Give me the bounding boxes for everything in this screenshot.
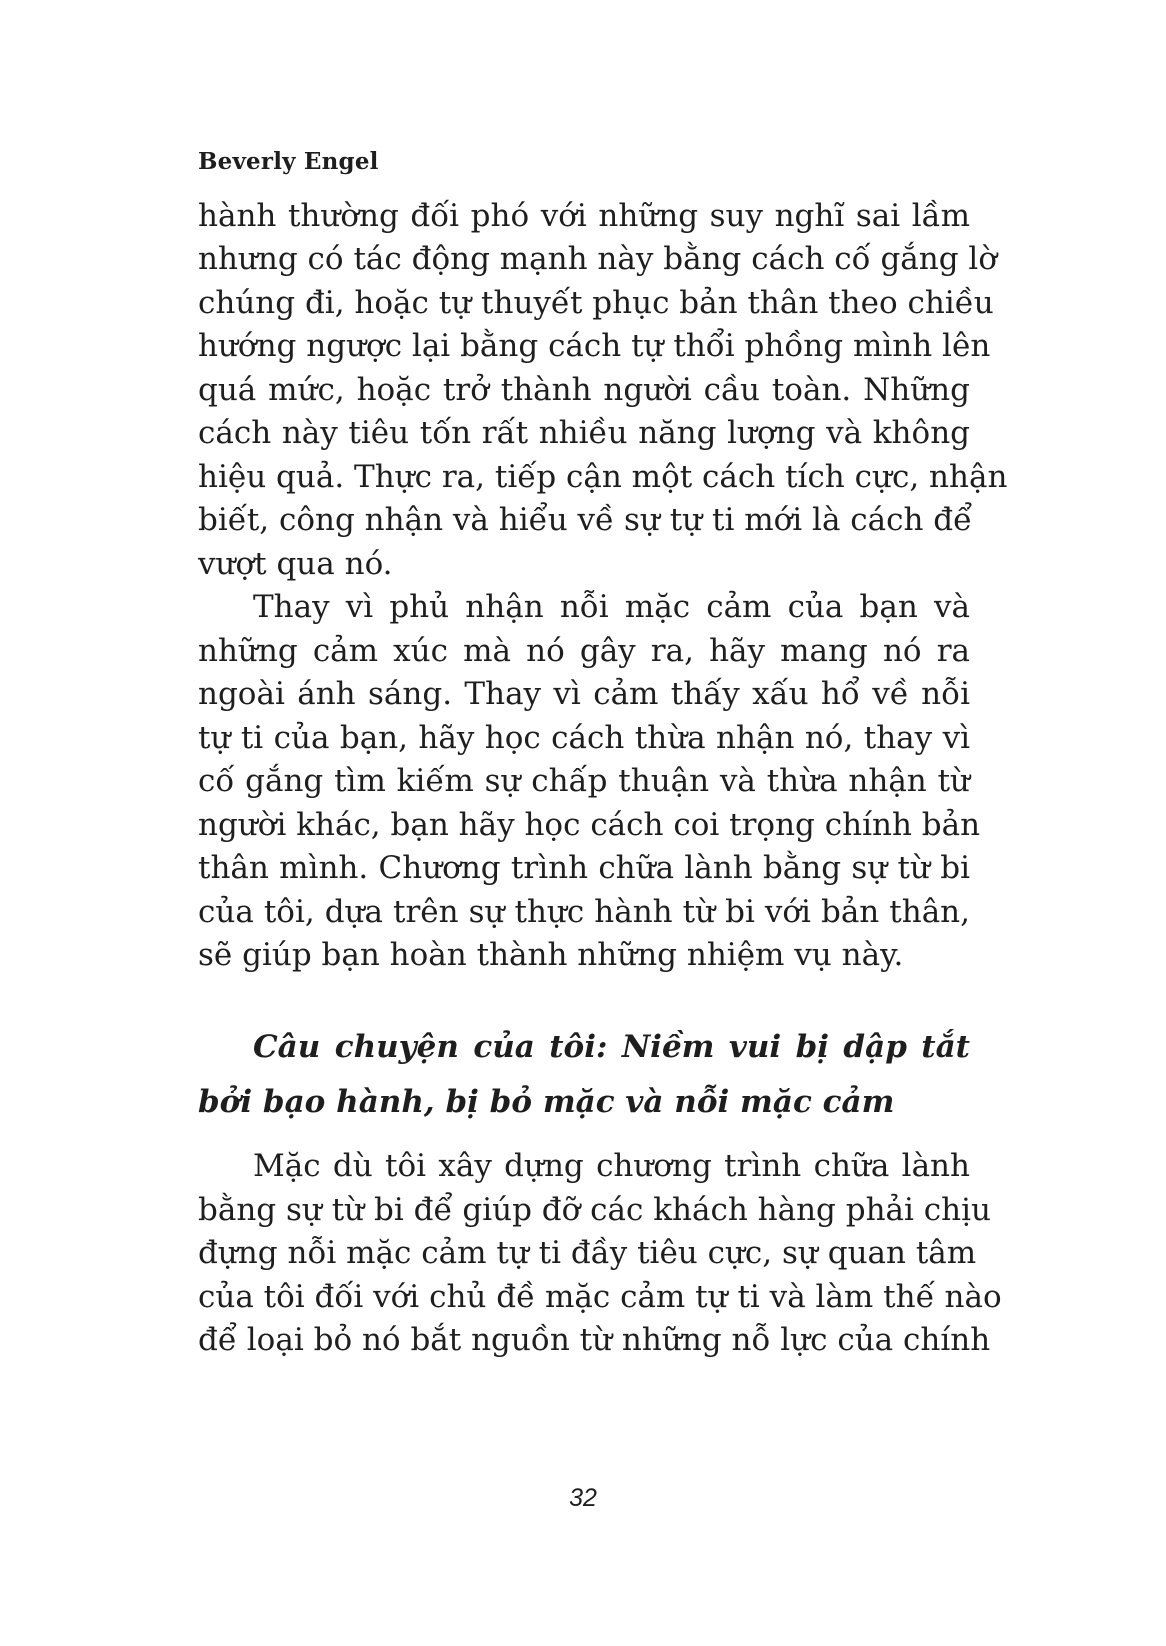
text-line: cách này tiêu tốn rất nhiều năng lượng và không [198, 415, 970, 451]
text-line: của tôi, dựa trên sự thực hành từ bi với bản thân, [198, 894, 970, 930]
text-line: hiệu quả. Thực ra, tiếp cận một cách tích cực, nhận [198, 459, 1008, 495]
text-line: của tôi đối với chủ đề mặc cảm tự ti và làm thế nào [198, 1279, 1002, 1315]
text-line: những cảm xúc mà nó gây ra, hãy mang nó ra [198, 633, 970, 669]
text-line: người khác, bạn hãy học cách coi trọng chính bản [198, 807, 981, 843]
text-line: sẽ giúp bạn hoàn thành những nhiệm vụ này. [198, 937, 904, 973]
text-line: đựng nỗi mặc cảm tự ti đầy tiêu cực, sự quan tâm [198, 1235, 977, 1271]
text-line: tự ti của bạn, hãy học cách thừa nhận nó, thay vì [198, 720, 970, 756]
text-line: biết, công nhận và hiểu về sự tự ti mới là cách để [198, 502, 973, 538]
text-line: vượt qua nó. [198, 546, 393, 582]
text-line: hành thường đối phó với những suy nghĩ sai lầm [198, 198, 970, 234]
text-line: bằng sự từ bi để giúp đỡ các khách hàng phải chịu [198, 1192, 992, 1228]
text-line: để loại bỏ nó bắt nguồn từ những nỗ lực của chính [198, 1322, 991, 1358]
text-line: cố gắng tìm kiếm sự chấp thuận và thừa nhận từ [198, 763, 970, 799]
text-line: quá mức, hoặc trở thành người cầu toàn. Những [198, 372, 970, 408]
running-header-author: Beverly Engel [198, 148, 379, 175]
text-line: hướng ngược lại bằng cách tự thổi phồng mình lên [198, 328, 991, 364]
text-line: ngoài ánh sáng. Thay vì cảm thấy xấu hổ về nỗi [198, 676, 970, 712]
text-line: nhưng có tác động mạnh này bằng cách cố gắng lờ [198, 241, 998, 277]
text-line: Thay vì phủ nhận nỗi mặc cảm của bạn và [253, 589, 970, 625]
heading-line: bởi bạo hành, bị bỏ mặc và nỗi mặc cảm [198, 1084, 895, 1120]
page-number: 32 [569, 1484, 597, 1512]
text-line: chúng đi, hoặc tự thuyết phục bản thân theo chiều [198, 285, 994, 321]
text-line: thân mình. Chương trình chữa lành bằng sự từ bi [198, 850, 970, 886]
text-line: Mặc dù tôi xây dựng chương trình chữa lành [253, 1148, 970, 1184]
heading-line: Câu chuyện của tôi: Niềm vui bị dập tắt [253, 1029, 970, 1065]
